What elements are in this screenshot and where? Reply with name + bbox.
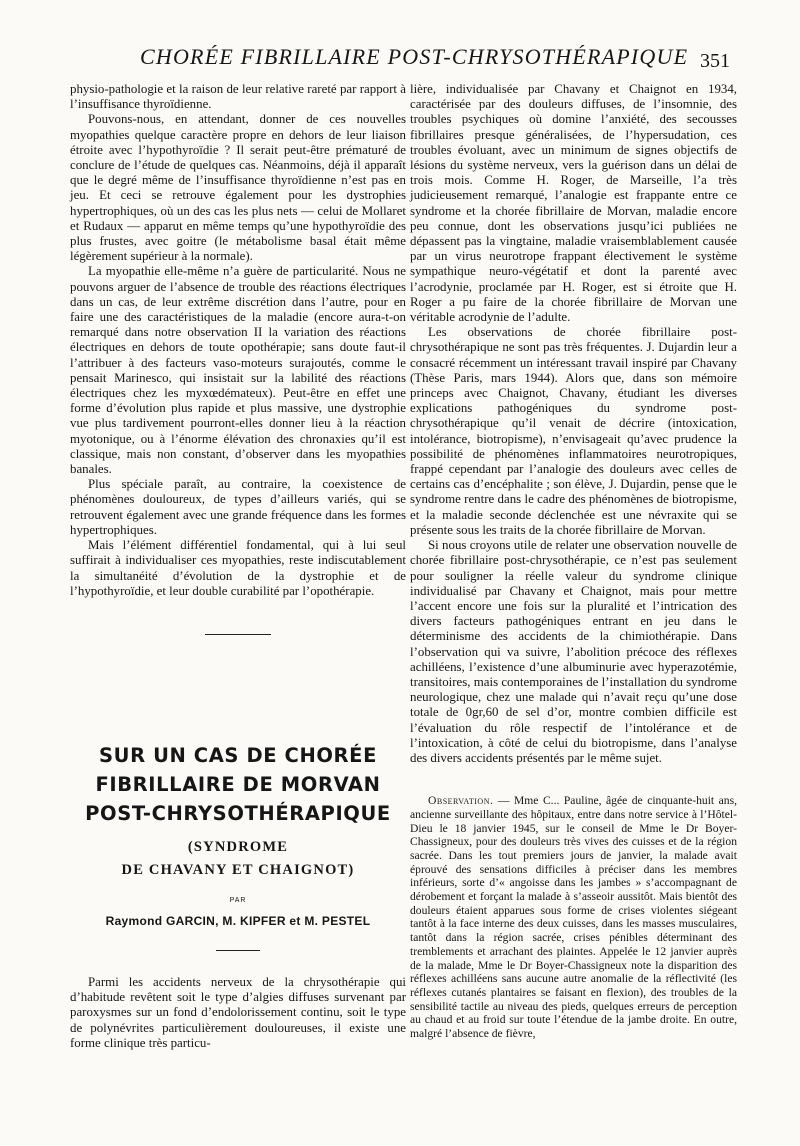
left-column — [70, 82, 406, 1051]
observation-paragraph — [410, 794, 737, 1041]
paragraph: Mais l’élément différentiel fondamental, qui à lui seul suffirait à individualiser ces myopathies, reste indiscutablement la simultanéité d’évolution de la dystrophie et de l’hypothyroïdie, et leur double curabilité par l’opothérapie. — [70, 538, 406, 598]
section-divider — [205, 634, 271, 635]
paragraph: Les observations de chorée fibrillaire post-chrysothérapique ne sont pas très fréquentes. J. Dujardin leur a consacré récemment un intéressant travail inspiré par Chavany (Thèse Paris, mars 1944). Alors que, dans son mémoire princeps avec Chaignot, Chavany, étudiant les diverses explications pathogéniques du syndrome post-chrysothérapique qu’il venait de décrire (intoxication, intolérance, biotropisme), n’envisageait qu’avec prudence la possibilité de phénomènes inflammatoires neurotropiques, frappé cependant par l’analogie des douleurs avec celles de certains cas d’encéphalite ; son élève, J. Dujardin, pense que le syndrome rentre dans le cadre des phénomènes de biotropisme, et la maladie seconde déclenchée est une névraxite qui se présente sous les traits de la chorée fibrillaire de Morvan. — [410, 325, 737, 537]
title-divider — [216, 950, 260, 951]
page-number: 351 — [700, 50, 730, 72]
authors: Raymond GARCIN, M. KIPFER et M. PESTEL — [105, 913, 371, 928]
paragraph: Si nous croyons utile de relater une observation nouvelle de chorée fibrillaire post-chrysothérapie, ce n’est pas seulement pour souligner la réelle valeur du syndrome clinique individualisé par Chavany et Chaignot, mais pour mettre l’accent encore une fois sur la pluralité et l’intrication des divers facteurs pathogéniques entrant en jeu dans le déterminisme des accidents de la chimiothérapie. Dans l’observation qui va suivre, l’abolition précoce des réflexes achilléens, l’existence d’une albuminurie avec hyperazotémie, transitoires, mais contemporaines de l’installation du syndrome neurologique, chez une malade qui n’avait reçu qu’une dose totale de 0gr,60 de sel d’or, montre combien difficile est l’évaluation du rôle respectif de l’intolérance et de l’intoxication, à côté de celui du biotropisme, dans l’analyse des divers accidents présentés par le même sujet. — [410, 538, 737, 765]
paragraph: physio-pathologie et la raison de leur relative rareté par rapport à l’insuffisance thyroïdienne. — [70, 82, 406, 112]
observation-block — [410, 794, 737, 1041]
paragraph: lière, individualisée par Chavany et Chaignot en 1934, caractérisée par des douleurs diffuses, de l’insomnie, des troubles psychiques où domine l’anxiété, des secousses fibrillaires presque généralisées, de l’hypersudation, ces troubles évoluant, avec un minimum de signes objectifs de lésions du système nerveux, vers la guérison dans un délai de trois mois. Comme H. Roger, de Marseille, l’a très judicieusement remarqué, l’analogie est frappante entre ce syndrome et la chorée fibrillaire de Morvan, maladie encore peu connue, dont les observations jusqu’ici publiées ne dépassent pas la vingtaine, maladie vraisemblablement causée par un virus neurotrope frappant électivement le système sympathique neuro-végétatif et dont la parenté avec l’acrodynie, proclamée par H. Roger, est si étroite que H. Roger a pu faire de la chorée fibrillaire de Morvan une véritable acrodynie de l’adulte. — [410, 82, 737, 325]
paragraph: Pouvons-nous, en attendant, donner de ces nouvelles myopathies quelque caractère propre en dehors de leur liaison étroite avec l’hypothyroïdie ? Il serait peut-être prématuré de conclure de l’étude de quelques cas. Néanmoins, déjà il apparaît que le degré même de l’insuffisance thyroïdienne n’est pas en jeu. Et ceci se retrouve également pour les dystrophies hypertrophiques, où un des cas les plus nets — celui de Mollaret et Rudaux — apparut en même temps qu’une hypothyroïdie des plus frustes, avec goitre (le métabolisme basal était même légèrement supérieur à la normale). — [70, 112, 406, 264]
subtitle-line: DE CHAVANY ET CHAIGNOT) — [121, 861, 355, 878]
page-header — [0, 44, 800, 84]
paragraph: Plus spéciale paraît, au contraire, la coexistence de phénomènes douloureux, de types d’ailleurs variés, qui se retrouvent également avec une grande fréquence dans les formes hypertrophiques. — [70, 477, 406, 537]
intro-paragraph: Parmi les accidents nerveux de la chrysothérapie qui d’habitude revêtent soit le type d’algies diffuses survenant par paroxysmes sur un fond d’endolorissement continu, soit le type de polynévrites particulièrement douloureuses, il existe une forme clinique très particu- — [70, 974, 406, 1050]
article-title-line: SUR UN CAS DE CHORÉE — [98, 743, 378, 767]
running-title: CHORÉE FIBRILLAIRE POST-CHRYSOTHÉRAPIQUE — [140, 44, 689, 69]
article-title-line: POST-CHRYSOTHÉRAPIQUE — [85, 801, 391, 825]
subtitle-line: (SYNDROME — [187, 838, 289, 855]
article-title — [70, 741, 406, 828]
paragraph: La myopathie elle-même n’a guère de particularité. Nous ne pouvons arguer de l’absence de trouble des réactions électriques dans un cas, de leur extrême discrétion dans l’autre, pour en faire une des caractéristiques de la maladie (encore aura-t-on remarqué dans notre observation II la variation des réactions électriques en dehors de toute opothérapie; sans doute faut-il l’attribuer à des facteurs vaso-moteurs surajoutés, comme le pensait Marinesco, qui insistait sur la labilité des réactions électriques chez les myxœdémateux). Peut-être en effet une forme d’évolution plus rapide et plus massive, une dystrophie vue plus tardivement pourront-elles donner lieu à la réaction myotonique, ou à l’énorme élévation des chronaxies qu’il est classique, mais non constant, d’observer dans les myopathies banales. — [70, 264, 406, 477]
article-subtitle — [70, 836, 406, 882]
observation-text: — Mme C... Pauline, âgée de cinquante-huit ans, ancienne surveillante des hôpitaux, entre dans notre service à l’Hôtel-Dieu le 18 janvier 1945, sur le conseil de Mme le Dr Boyer-Chassigneux, pour des douleurs très vives des cuisses et de la région sacrée. Dans les tout premiers jours de janvier, la malade avait éprouvé des sensations difficiles à préciser dans les membres inférieurs, sorte d’« angoisse dans les jambes » s’accompagnant de dérobement et forçant la malade à s’asseoir aussitôt. Mais bientôt des douleurs étaient apparues sous forme de crises violentes siégeant tantôt à la face interne des deux cuisses, dans les masses musculaires, tantôt dans la région sacrée, crises pénibles déterminant des tremblements et arrachant des plaintes. Appelée le 12 janvier auprès de la malade, Mme le Dr Boyer-Chassigneux note la disparition des réflexes achilléens sans aucune autre anomalie de la réflectivité (les réflexes cutanés plantaires se faisant en flexion), des troubles de la sensibilité tactile au niveau des pieds, quelques erreurs de perception au chaud et au froid sur toute l’étendue de la jambe droite. En outre, malgré l’absence de fièvre, — [410, 794, 737, 1041]
article-title-line: FIBRILLAIRE DE MORVAN — [95, 772, 381, 796]
right-column — [410, 82, 737, 1041]
by-line-label: PAR — [229, 896, 247, 904]
observation-label: Observation. — [428, 794, 494, 808]
